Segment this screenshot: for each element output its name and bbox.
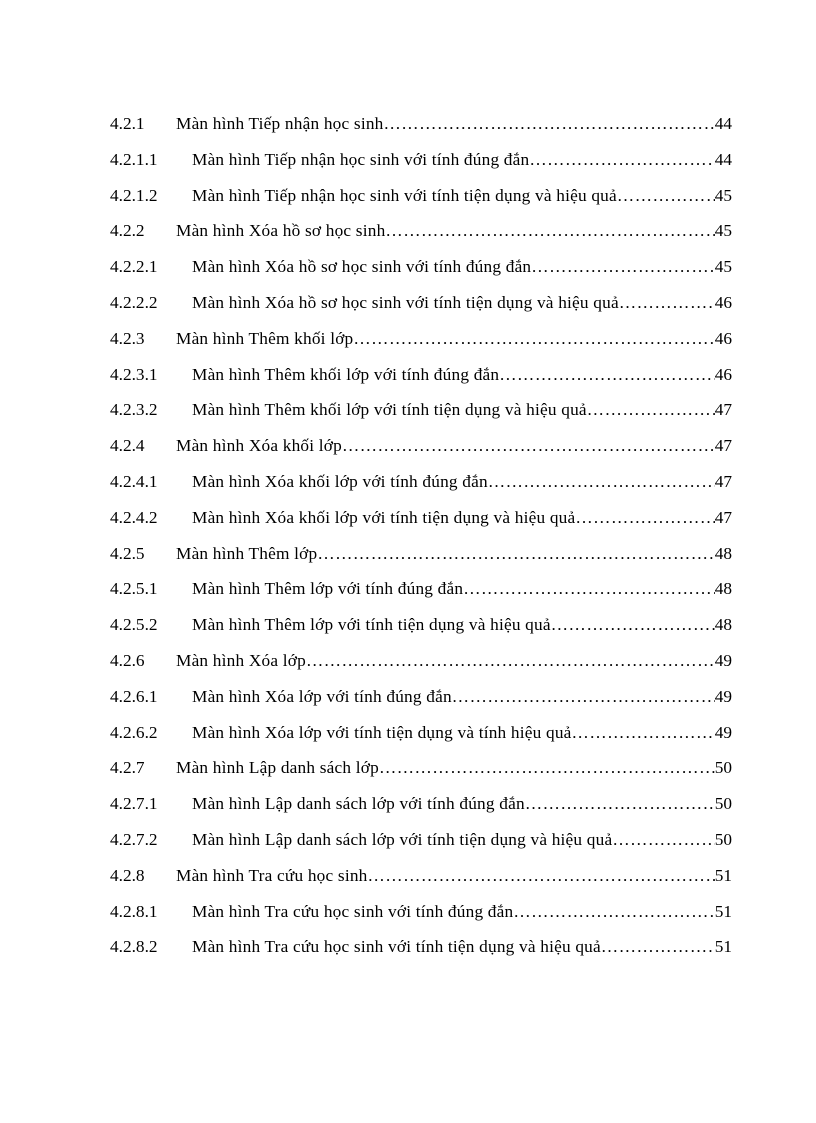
toc-entry[interactable]	[110, 536, 732, 572]
toc-entry-title: Màn hình Tiếp nhận học sinh với tính đúng đắn	[192, 149, 530, 169]
toc-entry-page-number: 44	[714, 149, 732, 169]
toc-entry-page-number: 49	[714, 722, 732, 742]
toc-dot-leader	[452, 679, 715, 715]
toc-entry-number: 4.2.7.1	[110, 794, 158, 814]
toc-entry-page-number: 50	[714, 758, 732, 778]
toc-entry[interactable]	[110, 106, 732, 142]
toc-entry-page-number: 45	[714, 221, 732, 241]
toc-entry[interactable]	[110, 786, 732, 822]
toc-entry[interactable]	[110, 679, 732, 715]
toc-entry-title: Màn hình Lập danh sách lớp	[176, 758, 379, 778]
toc-entry-page-number: 50	[714, 794, 732, 814]
toc-entry-page-number: 47	[714, 507, 732, 527]
toc-entry-number: 4.2.3	[110, 328, 145, 348]
toc-entry-number: 4.2.5.1	[110, 579, 158, 599]
toc-entry-number: 4.2.1	[110, 114, 145, 133]
toc-entry-number: 4.2.2.2	[110, 292, 158, 312]
toc-entry-title: Màn hình Thêm lớp với tính đúng đắn	[192, 579, 464, 599]
toc-entry-title: Màn hình Xóa khối lớp với tính đúng đắn	[192, 471, 488, 491]
toc-entry-number: 4.2.7.2	[110, 829, 158, 849]
toc-entry-number: 4.2.6	[110, 650, 145, 670]
toc-entry-title: Màn hình Xóa lớp với tính tiện dụng và tính hiệu quả	[192, 722, 572, 742]
toc-entry[interactable]	[110, 357, 732, 393]
toc-entry[interactable]	[110, 571, 732, 607]
toc-entry[interactable]	[110, 285, 732, 321]
toc-entry-title: Màn hình Xóa khối lớp với tính tiện dụng và hiệu quả	[192, 507, 576, 527]
toc-entry-number: 4.2.5	[110, 543, 145, 563]
toc-entry-title: Màn hình Xóa lớp với tính đúng đắn	[192, 686, 452, 706]
toc-entry[interactable]	[110, 929, 732, 965]
toc-dot-leader	[601, 929, 715, 965]
toc-entry-number: 4.2.3.2	[110, 400, 158, 420]
toc-entry-page-number: 46	[714, 328, 732, 348]
toc-dot-leader	[617, 178, 715, 214]
toc-entry-title: Màn hình Thêm lớp	[176, 543, 318, 563]
toc-entry-number: 4.2.8.2	[110, 937, 158, 957]
toc-entry-number: 4.2.4.1	[110, 471, 158, 491]
table-of-contents	[110, 106, 732, 965]
toc-dot-leader	[575, 500, 714, 536]
toc-entry-page-number: 47	[714, 436, 732, 456]
toc-dot-leader	[531, 249, 714, 285]
toc-entry[interactable]	[110, 249, 732, 285]
toc-dot-leader	[572, 715, 715, 751]
toc-entry-number: 4.2.8.1	[110, 901, 158, 921]
toc-entry-number: 4.2.1.2	[110, 185, 158, 205]
toc-entry[interactable]	[110, 822, 732, 858]
toc-entry-title: Màn hình Xóa lớp	[176, 650, 306, 670]
toc-entry-page-number: 49	[714, 686, 732, 706]
toc-entry[interactable]	[110, 750, 732, 786]
toc-entry[interactable]	[110, 178, 732, 214]
toc-entry-number: 4.2.6.1	[110, 686, 158, 706]
toc-dot-leader	[384, 106, 715, 142]
toc-entry-page-number: 49	[714, 650, 732, 670]
toc-entry-page-number: 44	[714, 114, 732, 133]
toc-entry-page-number: 48	[714, 615, 732, 635]
toc-entry-number: 4.2.2	[110, 221, 145, 241]
toc-dot-leader	[612, 822, 714, 858]
toc-entry-title: Màn hình Tra cứu học sinh với tính tiện dụng và hiệu quả	[192, 937, 601, 957]
toc-entry-number: 4.2.5.2	[110, 615, 158, 635]
toc-entry-number: 4.2.1.1	[110, 149, 158, 169]
toc-dot-leader	[551, 607, 715, 643]
toc-entry-title: Màn hình Xóa khối lớp	[176, 436, 342, 456]
toc-entry[interactable]	[110, 464, 732, 500]
toc-entry-number: 4.2.6.2	[110, 722, 158, 742]
toc-entry[interactable]	[110, 894, 732, 930]
toc-dot-leader	[342, 428, 715, 464]
toc-dot-leader	[306, 643, 715, 679]
toc-dot-leader	[353, 321, 714, 357]
toc-entry[interactable]	[110, 643, 732, 679]
toc-dot-leader	[529, 142, 714, 178]
toc-dot-leader	[379, 750, 715, 786]
toc-entry-title: Màn hình Tra cứu học sinh	[176, 865, 368, 885]
toc-entry[interactable]	[110, 142, 732, 178]
toc-entry-title: Màn hình Tra cứu học sinh với tính đúng đắn	[192, 901, 514, 921]
toc-entry-number: 4.2.4.2	[110, 507, 158, 527]
toc-entry-page-number: 51	[714, 865, 732, 885]
toc-dot-leader	[587, 392, 715, 428]
toc-dot-leader	[499, 357, 714, 393]
toc-entry-number: 4.2.8	[110, 865, 145, 885]
toc-entry-title: Màn hình Thêm khối lớp	[176, 328, 354, 348]
toc-entry-title: Màn hình Thêm khối lớp với tính đúng đắn	[192, 364, 500, 384]
toc-entry[interactable]	[110, 715, 732, 751]
toc-entry-title: Màn hình Xóa hồ sơ học sinh với tính tiện dụng và hiệu quả	[192, 292, 619, 312]
toc-entry-page-number: 51	[714, 901, 732, 921]
toc-entry-number: 4.2.4	[110, 436, 145, 456]
toc-entry-page-number: 45	[714, 185, 732, 205]
toc-dot-leader	[368, 858, 715, 894]
toc-entry[interactable]	[110, 500, 732, 536]
toc-entry[interactable]	[110, 428, 732, 464]
toc-entry-page-number: 51	[714, 937, 732, 957]
toc-dot-leader	[513, 894, 714, 930]
toc-entry-page-number: 46	[714, 292, 732, 312]
toc-entry-page-number: 45	[714, 257, 732, 277]
toc-entry[interactable]	[110, 213, 732, 249]
toc-entry-number: 4.2.2.1	[110, 257, 158, 277]
toc-entry-title: Màn hình Tiếp nhận học sinh	[176, 114, 384, 133]
toc-entry-page-number: 46	[714, 364, 732, 384]
toc-entry-page-number: 47	[714, 471, 732, 491]
toc-entry-title: Màn hình Xóa hồ sơ học sinh	[176, 221, 386, 241]
toc-entry-title: Màn hình Lập danh sách lớp với tính tiện dụng và hiệu quả	[192, 829, 613, 849]
toc-dot-leader	[488, 464, 715, 500]
toc-dot-leader	[463, 571, 715, 607]
toc-entry-page-number: 48	[714, 579, 732, 599]
toc-entry-title: Màn hình Xóa hồ sơ học sinh với tính đúng đắn	[192, 257, 532, 277]
toc-entry[interactable]	[110, 321, 732, 357]
toc-entry[interactable]	[110, 607, 732, 643]
toc-entry-page-number: 48	[714, 543, 732, 563]
toc-entry-number: 4.2.7	[110, 758, 145, 778]
toc-entry-page-number: 50	[714, 829, 732, 849]
toc-entry-number: 4.2.3.1	[110, 364, 158, 384]
toc-entry-title: Màn hình Lập danh sách lớp với tính đúng đắn	[192, 794, 525, 814]
toc-dot-leader	[317, 536, 714, 572]
toc-entry-title: Màn hình Thêm lớp với tính tiện dụng và hiệu quả	[192, 615, 551, 635]
toc-dot-leader	[525, 786, 715, 822]
toc-dot-leader	[619, 285, 715, 321]
toc-entry-title: Màn hình Thêm khối lớp với tính tiện dụng và hiệu quả	[192, 400, 587, 420]
toc-dot-leader	[385, 213, 714, 249]
toc-entry[interactable]	[110, 392, 732, 428]
toc-entry-page-number: 47	[714, 400, 732, 420]
toc-entry[interactable]	[110, 858, 732, 894]
toc-entry-title: Màn hình Tiếp nhận học sinh với tính tiện dụng và hiệu quả	[192, 185, 617, 205]
